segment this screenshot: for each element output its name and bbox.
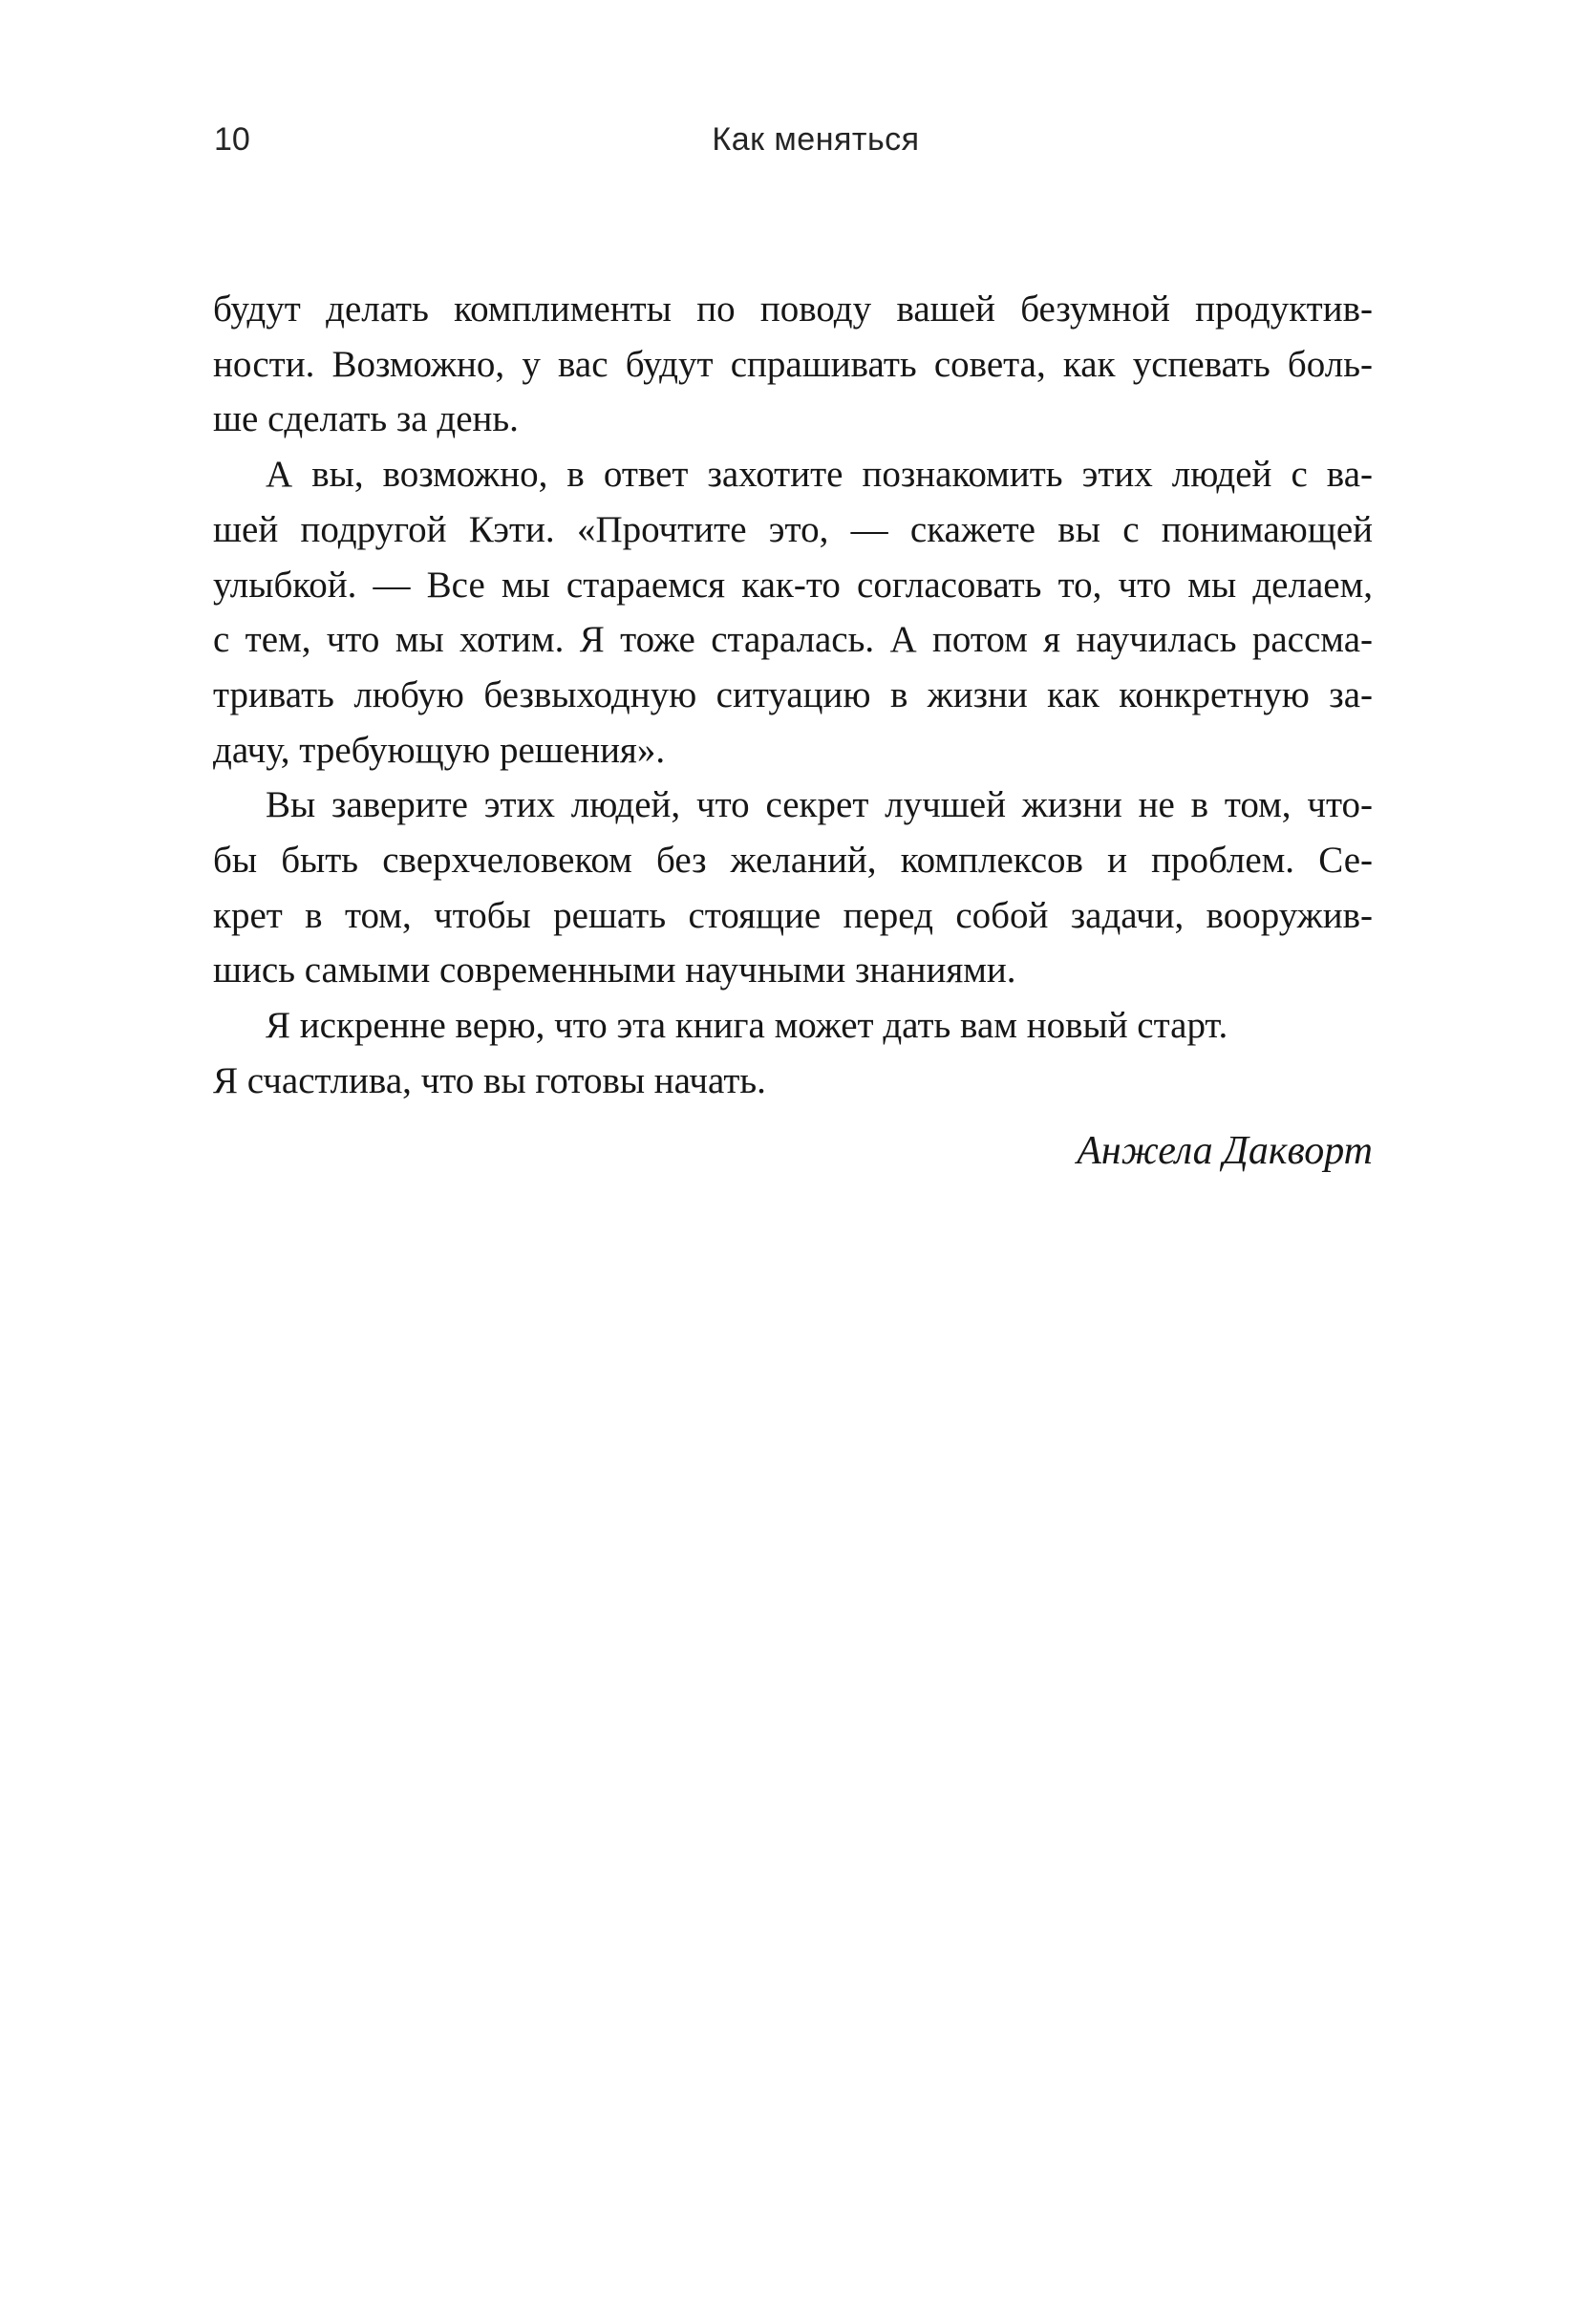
text-line: улыбкой. — Все мы стараемся как-то согласовать то, что мы делаем, (213, 564, 1373, 606)
text-line: шись самыми современными научными знаниями. (213, 949, 1016, 991)
text-line: ше сделать за день. (213, 398, 519, 440)
body-text (213, 282, 1373, 1109)
text-line: Вы заверите этих людей, что секрет лучшей жизни не в том, что- (266, 784, 1373, 826)
text-line: шей подругой Кэти. «Прочтите это, — скажете вы с понимающей (213, 508, 1373, 550)
text-line: А вы, возможно, в ответ захотите познакомить этих людей с ва- (266, 454, 1373, 496)
running-title-wrap (0, 120, 1580, 159)
running-title: Как меняться (712, 121, 920, 158)
text-line: тривать любую безвыходную ситуацию в жизни как конкретную за- (213, 673, 1373, 715)
paragraph-3 (213, 778, 1373, 998)
text-line: с тем, что мы хотим. Я тоже старалась. А потом я научилась рассма- (213, 619, 1373, 661)
text-line: бы быть сверхчеловеком без желаний, комплексов и проблем. Се- (213, 840, 1373, 882)
paragraph-1 (213, 282, 1373, 447)
page-header (0, 120, 1580, 162)
text-line: Я искренне верю, что эта книга может дать вам новый старт. (266, 1005, 1228, 1047)
paragraph-2 (213, 447, 1373, 778)
text-line: крет в том, чтобы решать стоящие перед собой задачи, вооружив- (213, 894, 1373, 936)
author-signature: Анжела Дакворт (1077, 1129, 1373, 1173)
text-line: Я счастлива, что вы готовы начать. (213, 1059, 766, 1101)
paragraph-4 (213, 998, 1373, 1108)
text-line: дачу, требующую решения». (213, 729, 666, 771)
page-number: 10 (214, 121, 250, 158)
text-line: ности. Возможно, у вас будут спрашивать совета, как успевать боль- (213, 343, 1373, 385)
text-line: будут делать комплименты по поводу вашей безумной продуктив- (213, 288, 1373, 330)
